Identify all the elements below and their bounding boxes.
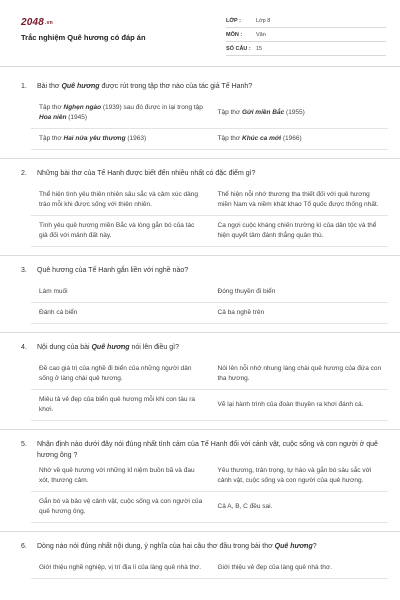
question-number: 3.	[21, 267, 27, 274]
text-run: ?	[312, 543, 317, 550]
text-run: (1966)	[281, 135, 302, 142]
meta-row-count	[226, 42, 386, 56]
question-divider	[0, 531, 400, 532]
emphasis-text: Quê hương	[274, 543, 313, 550]
question-stem	[0, 78, 400, 98]
answer-options	[31, 98, 388, 150]
question-stem	[0, 436, 400, 461]
question-stem	[0, 165, 400, 185]
option-text	[39, 364, 204, 384]
text-run: Tập thơ	[39, 135, 64, 142]
text-run: Giới thiệu vẻ đẹp của làng quê nhà thơ.	[217, 564, 332, 571]
option-text	[39, 466, 204, 486]
text-run: Cả ba nghề trên	[217, 309, 265, 316]
text-run: Đóng thuyền đi biển	[217, 288, 276, 295]
text-run: Giới thiệu nghề nghiệp, vị trí địa lí của làng quê nhà thơ.	[39, 564, 202, 571]
answer-options	[31, 461, 388, 523]
text-run: (1963)	[125, 135, 147, 142]
text-run: Nhận định nào dưới đây nói đúng nhất tình cảm của Tế Hanh đối với cảnh vật, cuộc sống và con người ở quê hương ông ?	[37, 441, 378, 459]
answer-option[interactable]	[210, 98, 389, 129]
answer-options	[31, 282, 388, 324]
meta-row-class	[226, 14, 386, 28]
text-run: (1939) sau đó được in lại trong tập	[101, 104, 203, 111]
text-run: Yêu thương, trân trọng, tự hào và gắn bó sâu sắc với cảnh vật, cuộc sống và con người của quê hương.	[217, 467, 372, 484]
answer-option[interactable]	[31, 98, 210, 129]
text-run: Nhớ về quê hương với những kỉ niệm buồn bã và đau xót, thương cảm.	[39, 467, 195, 484]
page-header	[0, 0, 400, 66]
option-text	[218, 308, 265, 318]
answer-option[interactable]	[31, 282, 210, 303]
text-run: Gắn bó và bảo vệ cảnh vật, cuộc sống và con người của quê hương ông.	[39, 498, 203, 515]
answer-option[interactable]	[210, 461, 389, 492]
question-stem	[0, 262, 400, 282]
emphasis-text: Khúc ca mới	[242, 135, 282, 142]
text-run: Tập thơ	[217, 109, 242, 116]
text-run: nói lên điều gì?	[129, 344, 180, 351]
answer-options	[31, 359, 388, 421]
question-2	[0, 165, 400, 256]
answer-option[interactable]	[210, 282, 389, 303]
meta-row-subject	[226, 28, 386, 42]
page-title: Trắc nghiệm Quê hương có đáp án	[21, 33, 146, 42]
question-divider	[0, 429, 400, 430]
question-divider	[0, 332, 400, 333]
logo-main: 2048	[21, 17, 45, 28]
answer-option[interactable]	[31, 359, 210, 390]
option-text	[39, 308, 77, 318]
question-5	[0, 436, 400, 532]
text-run: Quê hương của Tế Hanh gắn liền với nghề nào?	[37, 267, 189, 274]
text-run: Làm muối	[39, 288, 68, 295]
question-stem	[0, 538, 400, 558]
answer-options	[31, 558, 388, 579]
answer-option[interactable]	[210, 492, 389, 523]
option-text	[39, 190, 204, 210]
text-run: được rút trong tập thơ nào của tác giả Tế Hanh?	[99, 83, 253, 90]
meta-key: SỐ CÂU :	[226, 45, 251, 52]
question-3	[0, 262, 400, 333]
emphasis-text: Hai nửa yêu thương	[63, 135, 126, 142]
question-stem	[0, 339, 400, 359]
option-text	[218, 287, 276, 297]
question-divider	[0, 158, 400, 159]
option-text	[218, 466, 383, 486]
answer-option[interactable]	[31, 303, 210, 324]
question-text	[37, 265, 188, 276]
text-run: Thể hiện tình yêu thiên nhiên sâu sắc và cảm xúc dâng trào mỗi khi được sống với thiên nhiên.	[39, 191, 198, 208]
question-4	[0, 339, 400, 430]
meta-key: LỚP :	[226, 17, 241, 24]
question-6	[0, 538, 400, 579]
question-text	[37, 541, 317, 552]
emphasis-text: Nghẹn ngào	[63, 104, 102, 111]
option-text	[218, 190, 383, 210]
text-run: Cả A, B, C đều sai.	[217, 503, 273, 510]
question-number: 2.	[21, 170, 27, 177]
text-run: Miêu tả vẻ đẹp của biển quê hương mỗi khi con tàu ra khơi.	[39, 396, 196, 413]
site-logo[interactable]	[21, 17, 53, 28]
option-text	[218, 400, 364, 410]
answer-option[interactable]	[210, 390, 389, 421]
text-run: Thể hiện nỗi nhớ thương tha thiết đối với quê hương miền Nam và niềm khát khao Tổ quốc được thống nhất.	[217, 191, 379, 208]
answer-option[interactable]	[210, 558, 389, 579]
text-run: Nói lên nỗi nhớ nhung làng chài quê hương của đứa con tha hương.	[217, 365, 382, 382]
option-text	[218, 108, 305, 118]
text-run: Đề cao giá trị của nghề đi biển của những người dân sống ở làng chài quê hương.	[39, 365, 192, 382]
option-text	[218, 221, 383, 241]
logo-suffix: .vn	[45, 20, 53, 26]
question-1	[0, 78, 400, 159]
question-list	[0, 78, 400, 585]
meta-value: 15	[256, 45, 263, 52]
meta-value: Văn	[256, 31, 266, 38]
header-divider	[0, 66, 400, 67]
option-text	[39, 287, 68, 297]
text-run: (1945)	[66, 114, 88, 121]
answer-option[interactable]	[31, 492, 210, 523]
text-run: Dòng nào nói đúng nhất nội dung, ý nghĩa của hai câu thơ đầu trong bài thơ	[37, 543, 275, 550]
answer-option[interactable]	[210, 185, 389, 216]
text-run: (1955)	[284, 109, 305, 116]
text-run: Tình yêu quê hương miền Bắc và lòng gắn bó của tác giả đối với mảnh đất này.	[39, 222, 195, 239]
answer-options	[31, 185, 388, 247]
answer-option[interactable]	[210, 216, 389, 247]
question-number: 5.	[21, 441, 27, 448]
text-run: Tập thơ	[39, 104, 64, 111]
answer-option[interactable]	[31, 461, 210, 492]
answer-option[interactable]	[31, 558, 210, 579]
answer-option[interactable]	[210, 129, 389, 150]
answer-option[interactable]	[210, 359, 389, 390]
answer-option[interactable]	[31, 185, 210, 216]
answer-option[interactable]	[210, 303, 389, 324]
question-text	[37, 439, 386, 461]
text-run: Bài thơ	[37, 83, 62, 90]
emphasis-text: Quê hương	[91, 344, 130, 351]
meta-value: Lớp 8	[256, 17, 271, 24]
text-run: Nội dung của bài	[37, 344, 92, 351]
option-text	[218, 134, 302, 144]
question-number: 4.	[21, 344, 27, 351]
option-text	[218, 563, 332, 573]
question-text	[37, 342, 179, 353]
text-run: Ca ngợi cuộc kháng chiến trường kì của dân tộc và thể hiện quyết tâm đánh thắng quân thù.	[217, 222, 377, 239]
answer-option[interactable]	[31, 129, 210, 150]
emphasis-text: Quê hương	[61, 83, 100, 90]
meta-table	[226, 14, 386, 56]
question-number: 6.	[21, 543, 27, 550]
emphasis-text: Gửi miền Bắc	[242, 109, 285, 116]
text-run: Vẽ lại hành trình của đoàn thuyền ra khơi đánh cá.	[217, 401, 364, 408]
question-text	[37, 168, 255, 179]
option-text	[39, 221, 204, 241]
text-run: Những bài thơ của Tế Hanh được biết đến nhiều nhất có đặc điểm gì?	[37, 170, 256, 177]
option-text	[39, 563, 201, 573]
question-divider	[0, 255, 400, 256]
text-run: Đánh cá biển	[39, 309, 78, 316]
option-text	[218, 364, 383, 384]
text-run: Tập thơ	[217, 135, 242, 142]
option-text	[218, 502, 273, 512]
question-text	[37, 81, 252, 92]
answer-option[interactable]	[31, 390, 210, 421]
question-number: 1.	[21, 83, 27, 90]
option-text	[39, 497, 204, 517]
option-text	[39, 395, 204, 415]
meta-key: MÔN :	[226, 31, 243, 38]
option-text	[39, 103, 204, 123]
answer-option[interactable]	[31, 216, 210, 247]
option-text	[39, 134, 146, 144]
emphasis-text: Hoa niên	[39, 114, 67, 121]
